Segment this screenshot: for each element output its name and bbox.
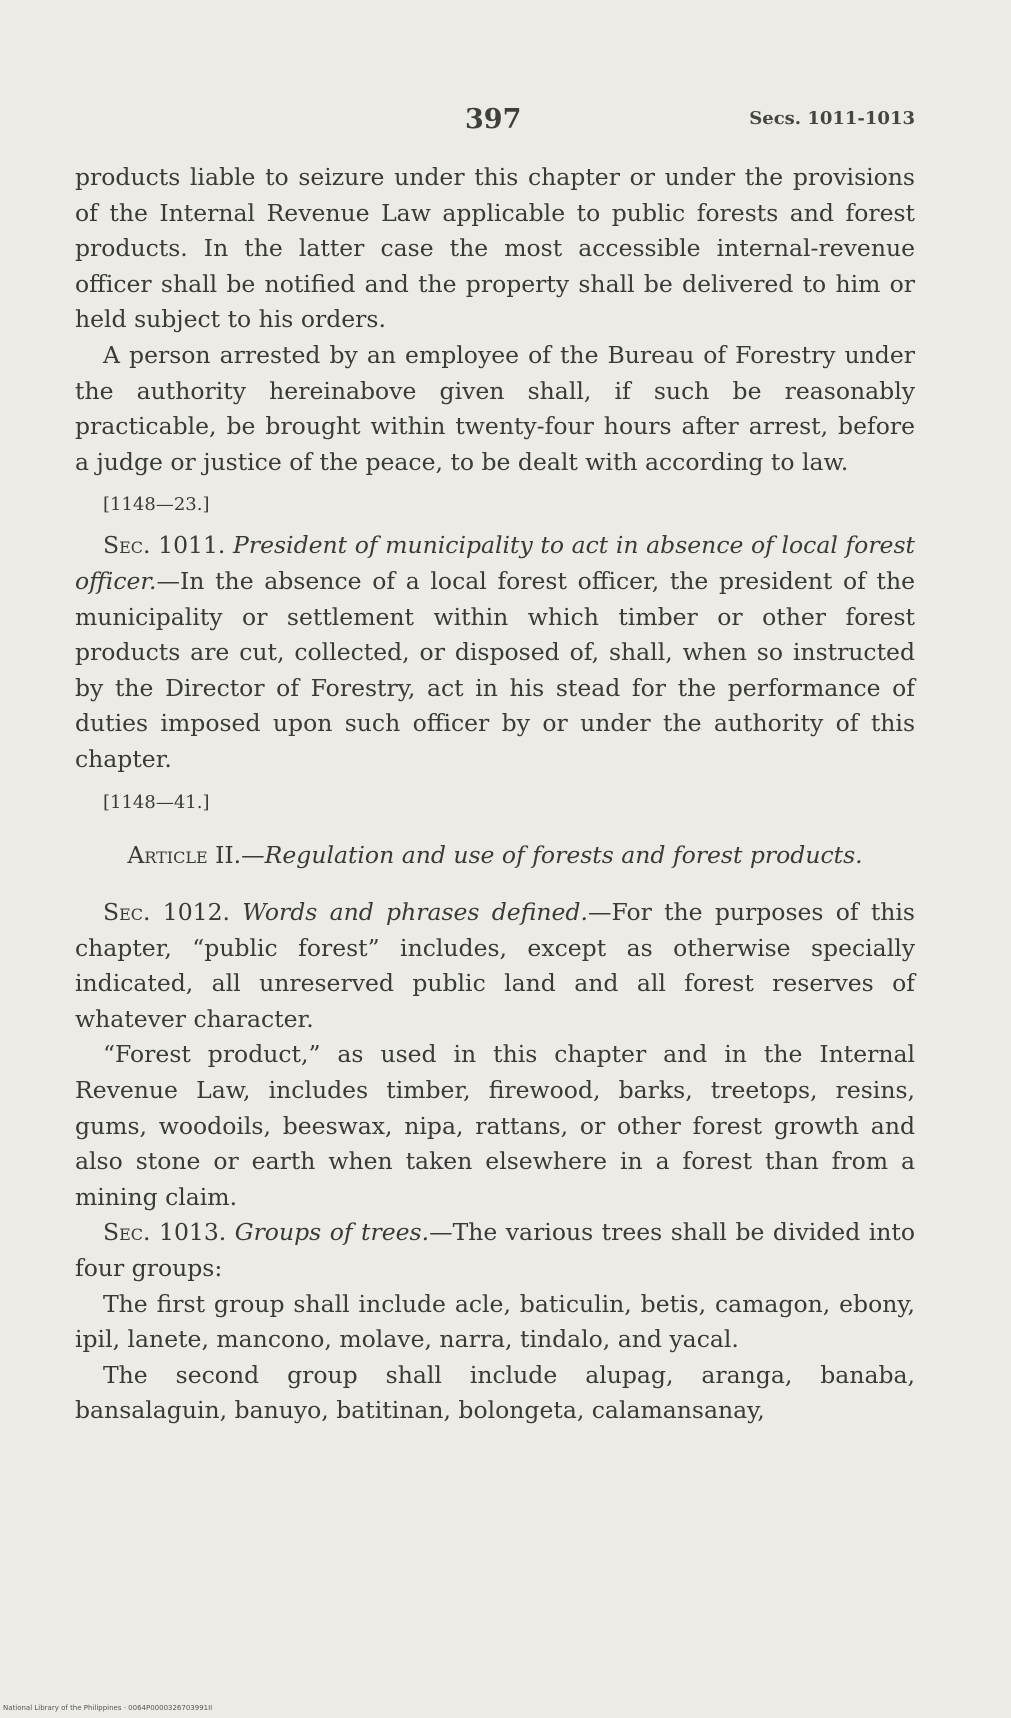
section-label: Sec. 1013. <box>103 1218 227 1247</box>
page-body <box>75 160 915 1429</box>
citation: [1148—41.] <box>103 791 210 813</box>
section-text: —For the purposes of this chapter, “public forest” includes, except as otherwise specially indicated, all unreserved public land and all forest reserves of whatever character. <box>75 898 915 1033</box>
paragraph-forest-product: “Forest product,” as used in this chapter and in the Internal Revenue Law, includes timber, firewood, barks, treetops, resins, gums, woodoils, beeswax, nipa, rattans, or other forest growth and also stone or earth when taken elsewhere in a forest than from a mining claim. <box>75 1040 915 1211</box>
paragraph-continuation: products liable to seizure under this chapter or under the provisions of the Internal Revenue Law applicable to public forests and forest products. In the latter case the most accessible internal-revenue officer shall be notified and the property shall be delivered to him or held subject to his orders. <box>75 163 915 334</box>
section-title: Words and phrases defined. <box>242 898 588 927</box>
section-1013 <box>75 1215 915 1286</box>
page-number: 397 <box>465 104 522 135</box>
section-text: —The various trees shall be divided into four groups: <box>75 1218 915 1283</box>
section-label: Sec. 1012. <box>103 898 231 927</box>
section-title: President of municipality to act in absence of local forest officer. <box>75 531 915 595</box>
section-reference: Secs. 1011-1013 <box>749 108 915 129</box>
article-heading <box>75 838 915 874</box>
paragraph-arrest: A person arrested by an employee of the Bureau of Forestry under the authority hereinabove given shall, if such be reasonably practicable, be brought within twenty-four hours after arrest, before a judge or justice of the peace, to be dealt with according to law. <box>75 340 915 476</box>
section-title: Groups of trees. <box>234 1218 430 1247</box>
section-text: —In the absence of a local forest officer, the president of the municipality or settlement within which timber or other forest products are cut, collected, or disposed of, shall, when so instructed by the Director of Forestry, act in his stead for the performance of duties imposed upon such officer by or under the authority of this chapter. <box>75 566 915 773</box>
article-title: —Regulation and use of forests and forest products. <box>241 840 863 869</box>
section-1012 <box>75 895 915 1037</box>
section-label: Sec. 1011. <box>103 531 226 560</box>
paragraph-second-group: The second group shall include alupag, aranga, banaba, bansalaguin, banuyo, batitinan, bolongeta, calamansanay, <box>75 1360 915 1425</box>
citation: [1148—23.] <box>103 494 210 516</box>
scan-footer-note: National Library of the Philippines · 0064P0000326703991II <box>3 1704 213 1712</box>
article-label: Article II. <box>127 840 242 869</box>
page-header <box>75 104 915 140</box>
section-1011 <box>75 528 915 777</box>
paragraph-first-group: The first group shall include acle, baticulin, betis, camagon, ebony, ipil, lanete, mancono, molave, narra, tindalo, and yacal. <box>75 1289 915 1354</box>
